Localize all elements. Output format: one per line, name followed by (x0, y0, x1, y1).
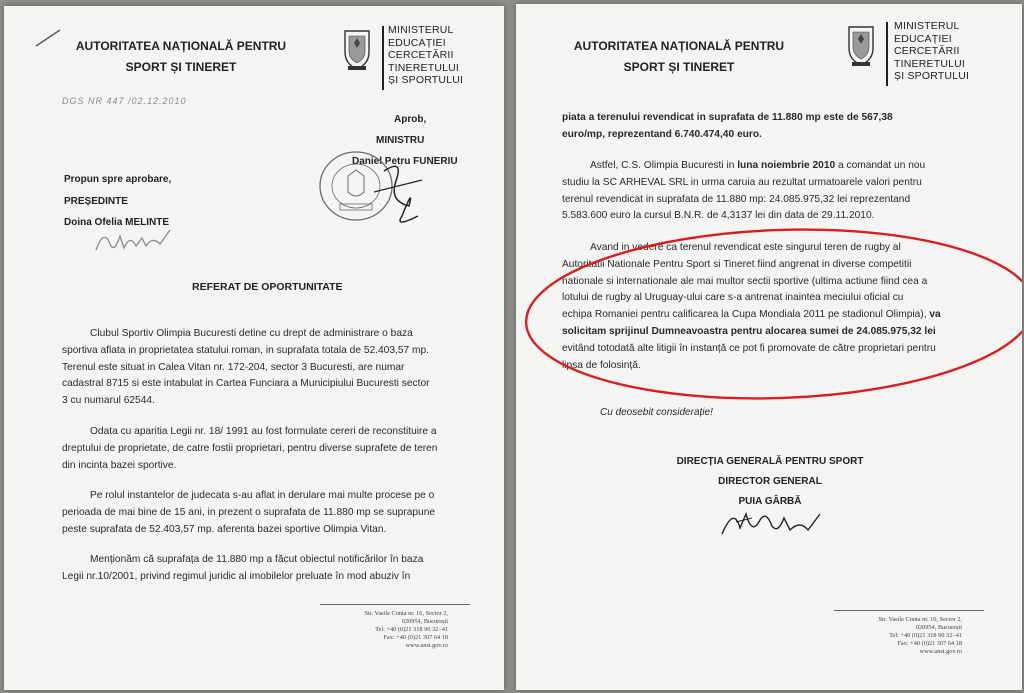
president-signature-icon (90, 224, 190, 258)
document-page-left (4, 6, 504, 690)
paragraph-1: Clubul Sportiv Olimpia Bucuresti detine cu drept de administrare o baza sportiva aflata in proprietatea statului roman, in suprafata totala de 52.403,57 mp. Terenul este situat in Calea Vitan nr. 172-204, sector 3 Bucuresti, are numar cadastral 8715 si este intabulat in Cartea Funciara a Municipiului Bucuresti sector 3 cu numarul 62544. (62, 328, 430, 407)
propose-label: Propun spre aprobare, (64, 174, 172, 185)
paragraph-valuation: piata a terenului revendicat in suprafata de 11.880 mp este de 567,38 euro/mp, reprezentand 6.740.474,40 euro. (562, 112, 893, 140)
footer-divider (834, 610, 984, 611)
approve-label: Aprob, (394, 114, 427, 125)
president-name: Doina Ofelia MELINTE (64, 217, 170, 228)
paragraph-request: Avand in vedere ca terenul revendicat este singurul teren de rugby al Autoritatii Nationale Pentru Sport si Tineret fiind angrenat in diverse competitii nationale si internationale ale mai multor sectii sportive (ultima actiune fiind cea a lotului de rugby al Uruguay-ului care s-a antrenat inaintea meciului oficial cu echipa Romaniei pentru calificarea la Cupa Mondiala 2011 pe stadionul Olimpia), va solicitam sprijinul Dumneavoastra pentru alocarea sumei de 24.085.975,32 lei evitând totodată alte litigii în instanță ce pot fi promovate de către proprietari pentru lipsa de folosință. (562, 242, 941, 371)
ministry-divider (382, 26, 384, 90)
paragraph-study: Astfel, C.S. Olimpia Bucuresti in luna noiembrie 2010 a comandat un nou studiu la SC ARHEVAL SRL in urma caruia au rezultat urmatoarele valori pentru terenul revendicat in suprafata de 11.880 mp: 24.085.975,32 lei reprezentand 5.583.600 euro la cursul B.N.R. de 4,3137 lei din data de 29.11.2010. (562, 160, 926, 222)
pen-mark-icon (34, 26, 64, 48)
closing-formula: Cu deosebit considerație! (600, 407, 713, 418)
official-stamp-icon (314, 146, 434, 236)
director-name: PUIA GÂRBĂ (738, 496, 802, 507)
paragraph-4: Menționăm că suprafața de 11.880 mp a făcut obiectul notificărilor în baza Legii nr.10/2001, privind regimul juridic al imobilelor preluate în mod abuziv în (62, 554, 424, 582)
paragraph-3: Pe rolul instantelor de judecata s-au aflat in derulare mai multe procese pe o perioada de mai bine de 15 ani, in prezent o suprafata de 11.880 mp se suprapune peste suprafata de 52.403,57 mp. aferenta bazei sportive Olimpia Vitan. (62, 490, 436, 535)
department-name: DIRECȚIA GENERALĂ PENTRU SPORT (676, 456, 864, 467)
agency-header: AUTORITATEA NAȚIONALĂ PENTRU SPORT ȘI TINERET (573, 39, 785, 74)
minister-name: Daniel Petru FUNERIU (352, 156, 458, 167)
director-signature-icon (712, 500, 832, 544)
agency-header: AUTORITATEA NAȚIONALĂ PENTRU SPORT ȘI TINERET (75, 39, 287, 74)
registration-number: DGS NR 447 /02.12.2010 (62, 96, 187, 106)
document-title: REFERAT DE OPORTUNITATE (192, 281, 343, 293)
ministry-name: MINISTERUL EDUCAȚIEI CERCETĂRII TINERETULUI ȘI SPORTULUI (388, 24, 464, 87)
director-title: DIRECTOR GENERAL (718, 476, 822, 487)
footer-address: Str. Vasile Conta nr. 16, Sector 2, 020954, București Tel: +40 (0)21 318 90 32÷41 Fax: +40 (0)21 307 64 18 www.anst.gov.ro (364, 610, 448, 649)
paragraph-2: Odata cu aparitia Legii nr. 18/ 1991 au fost formulate cereri de reconstituire a dreptului de proprietate, de catre fostii proprietari, pentru diverse suprafete de teren din incinta bazei sportive. (62, 426, 438, 471)
document-page-right (516, 4, 1022, 690)
footer-address: Str. Vasile Conta nr. 16, Sector 2, 020954, București Tel: +40 (0)21 318 90 32÷41 Fax: +40 (0)21 307 64 18 www.anst.gov.ro (878, 616, 962, 655)
coat-of-arms-icon (342, 28, 372, 72)
ministry-name: MINISTERUL EDUCAȚIEI CERCETĂRII TINERETULUI ȘI SPORTULUI (894, 20, 970, 83)
footer-divider (320, 604, 470, 605)
highlight-ellipse (516, 4, 1022, 464)
president-title: PREȘEDINTE (64, 196, 128, 207)
minister-title: MINISTRU (376, 135, 425, 146)
